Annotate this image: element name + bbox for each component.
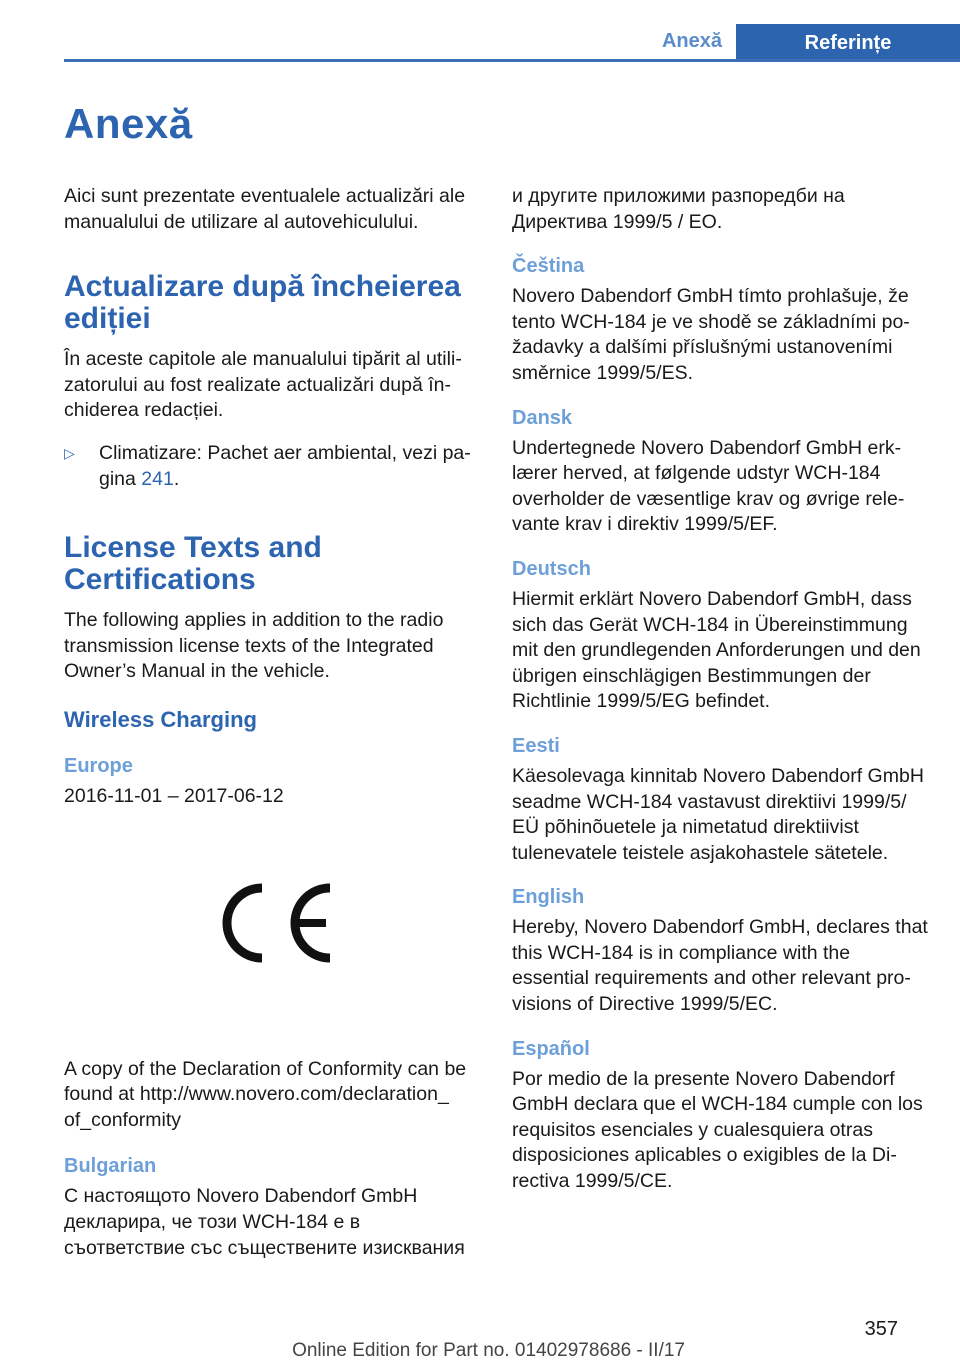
bullet-text: Climatizare: Pachet aer ambiental, vezi pagina: [99, 441, 471, 490]
dansk-heading: Dansk: [512, 406, 573, 429]
english-heading: English: [512, 886, 585, 909]
intro-text: Aici sunt prezentate eventualele actualizări ale manualului de utilizare al autovehiculului.: [64, 185, 466, 233]
english-text: Hereby, Novero Dabendorf GmbH, declares that this WCH-184 is in compliance with the essential requirements and other relevant provisions of Directive 1999/5/EC.: [512, 916, 928, 1016]
ce-mark-icon: [208, 880, 338, 966]
page-title: Anexă: [64, 100, 193, 147]
espanol-heading: Español: [512, 1037, 590, 1060]
edition-text: Online Edition for Part no. 01402978686 - II/17: [292, 1340, 685, 1361]
page-footer: [0, 1318, 960, 1361]
header-active-tab[interactable]: Referințe: [736, 24, 960, 62]
triangle-bullet-icon: ▷: [64, 444, 75, 461]
cestina-heading: Čeština: [512, 255, 585, 278]
update-heading: Actualizare după încheierea ediției: [64, 270, 461, 336]
right-column: [512, 184, 930, 1195]
header-crumb[interactable]: Anexă: [661, 30, 722, 52]
license-heading: License Texts and Certifications: [64, 531, 322, 597]
page-number: 357: [864, 1318, 898, 1340]
update-bullet-item: [64, 441, 480, 492]
espanol-text: Por medio de la presente Novero Dabendorf GmbH declara que el WCH-184 cumple con los requisitos esenciales y cualesquiera otras disposiciones aplicables o exigibles de la Directiva 1999/5/CE.: [512, 1067, 923, 1193]
header-rule: [64, 59, 960, 62]
ce-mark-area: [64, 810, 480, 1040]
bulgarian-text-continued: и другите приложими разпоредби на Директива 1999/5 / EO.: [512, 185, 845, 233]
bullet-end: .: [173, 467, 180, 490]
cestina-text: Novero Dabendorf GmbH tímto prohlašuje, že tento WCH-184 je ve shodě se základními požadavky a dalšími příslušnými ustanoveními směrnice 1999/5/ES.: [512, 285, 910, 384]
europe-heading: Europe: [64, 754, 133, 777]
deutsch-text: Hiermit erklärt Novero Dabendorf GmbH, dass sich das Gerät WCH-184 in Übereinstimmung mit den grundlegenden Anforderungen und den übrigen einschlägigen Bestimmungen der Richtlinie 1999/5/EG befindet.: [512, 587, 921, 713]
dansk-text: Undertegnede Novero Dabendorf GmbH erklærer herved, at følgende udstyr WCH-184 overholder de væsentlige krav og øvrige relevante krav i direktiv 1999/5/EF.: [512, 436, 905, 536]
page-link-241[interactable]: 241: [141, 467, 174, 490]
update-text: În aceste capitole ale manualului tipărit al utilizatorului au fost realizate actualizări după închiderea redacției.: [64, 348, 462, 422]
eesti-heading: Eesti: [512, 734, 560, 757]
bulgarian-heading: Bulgarian: [64, 1155, 157, 1178]
eesti-text: Käesolevaga kinnitab Novero Dabendorf GmbH seadme WCH-184 vastavust direktiivi 1999/5/ EÜ põhinõuetele ja nimetatud direktiivist tulenevatele teistele asjakohastele sätetele.: [512, 764, 924, 864]
deutsch-heading: Deutsch: [512, 557, 591, 580]
date-range: 2016-11-01 – 2017-06-12: [64, 784, 284, 807]
bulgarian-text: С настоящото Novero Dabendorf GmbH декларира, че този WCH-184 е в съответствие със съществените изисквания: [64, 1185, 465, 1259]
page-header: [64, 24, 960, 62]
left-column: [64, 184, 480, 1261]
license-text: The following applies in addition to the radio transmission license texts of the Integrated Owner’s Manual in the vehicle.: [64, 609, 444, 683]
wireless-charging-heading: Wireless Charging: [64, 706, 257, 732]
declaration-copy-text: A copy of the Declaration of Conformity can be found at http://www.novero.com/declaration_ of_conformity: [64, 1057, 467, 1131]
